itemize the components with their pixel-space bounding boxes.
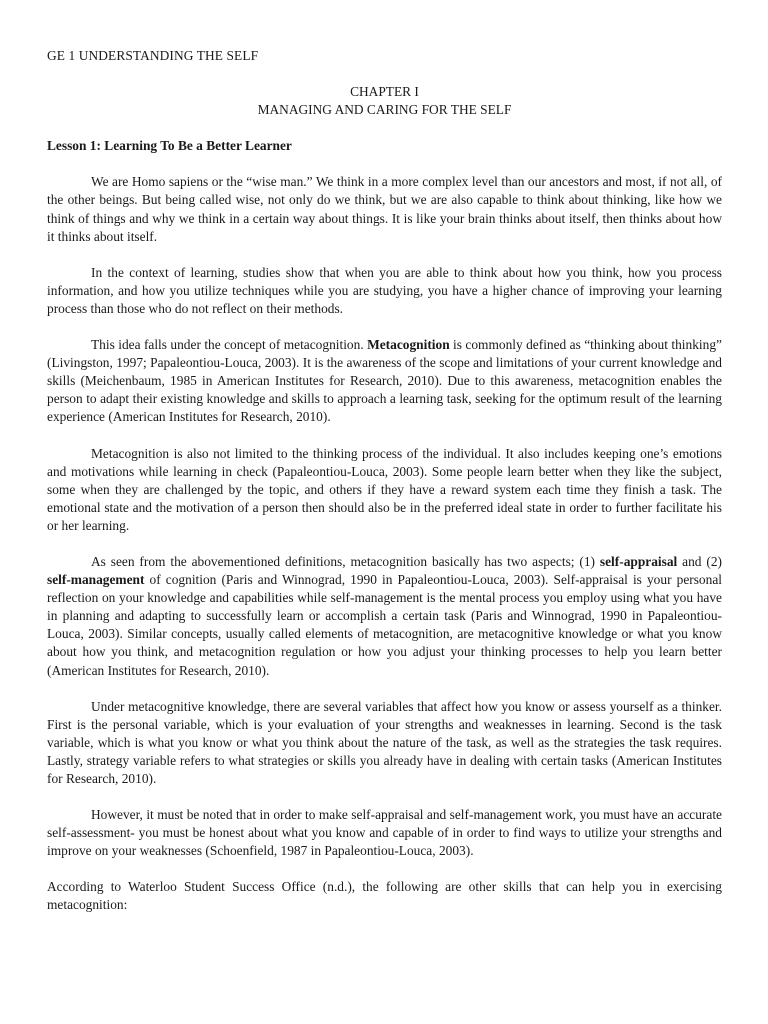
chapter-title: MANAGING AND CARING FOR THE SELF xyxy=(257,102,512,118)
paragraph-metacognitive-knowledge: Under metacognitive knowledge, there are several variables that affect how you know or assess yourself as a thinker. First is the personal variable, which is your evaluation of your strengths and weaknesses in learning. Second is the task variable, which is what you know or what you think about the nature of the task, as well as the strategies the task requires. Lastly, strategy variable refers to what strategies or skills you already have in dealing with certain tasks (American Institutes for Research, 2010). xyxy=(47,698,722,786)
paragraph-metacognition-definition xyxy=(47,336,722,426)
term-self-appraisal: self-appraisal xyxy=(599,553,678,569)
text-run: As seen from the abovementioned definitions, metacognition basically has two aspects; (1) xyxy=(91,553,600,569)
text-run: is commonly defined as “thinking about thinking” (Livingston, 1997; Papaleontiou-Louca, 2003). It is the awareness of the scope and limitations of your current knowledge and skills (Meichenbaum, 1985 in American Institutes for Research, 2010). Due to this awareness, metacognition enables the person to adapt their existing knowledge and skills to approach a learning task, seeking for the optimum result of the learning experience (American Institutes for Research, 2010). xyxy=(47,337,722,425)
paragraph-homo-sapiens: We are Homo sapiens or the “wise man.” We think in a more complex level than our ancestors and most, if not all, of the other beings. But being called wise, not only do we think, but we are also capable to think about thinking, like how we think of things and why we think in a certain way about things. It is like your brain thinks about itself, then thinks about how it thinks about itself. xyxy=(47,174,722,244)
text-run: of cognition (Paris and Winnograd, 1990 in Papaleontiou-Louca, 2003). Self-appraisal is your personal reflection on your knowledge and capabilities while self-management is the mental process you employ using what you have in planning and adapting to successfully learn or accomplish a certain task (Paris and Winnograd, 1990 in Papaleontiou-Louca, 2003). Similar concepts, usually called elements of metacognition, are metacognitive knowledge or what you know about how you think, and metacognition regulation or how you adjust your thinking processes to help you learn better (American Institutes for Research, 2010). xyxy=(47,572,722,678)
paragraph-two-aspects xyxy=(47,553,722,680)
chapter-number: CHAPTER I xyxy=(350,84,419,100)
paragraph-emotions-motivation: Metacognition is also not limited to the thinking process of the individual. It also includes keeping one’s emotions and motivations while learning in check (Papaleontiou-Louca, 2003). Some people learn better when they like the subject, some when they are challenged by the topic, and others if they have a reward system each time they finish a task. The emotional state and the motivation of a person then should also be in the preferred ideal state in order to further facilitate his or her learning. xyxy=(47,445,722,533)
term-self-management: self-management xyxy=(47,572,145,588)
text-run: and (2) xyxy=(677,553,722,569)
chapter-heading xyxy=(47,83,722,119)
text-run: This idea falls under the concept of metacognition. xyxy=(91,337,368,353)
paragraph-waterloo-skills: According to Waterloo Student Success Office (n.d.), the following are other skills that can help you in exercising metacognition: xyxy=(47,879,722,913)
term-metacognition: Metacognition xyxy=(367,337,450,353)
paragraph-context-of-learning: In the context of learning, studies show that when you are able to think about how you think, how you process information, and how you utilize techniques while you are studying, you have a higher chance of improving your learning process than those who do not reflect on their methods. xyxy=(47,264,722,316)
course-header: GE 1 UNDERSTANDING THE SELF xyxy=(47,48,259,63)
paragraph-self-assessment: However, it must be noted that in order to make self-appraisal and self-management work, you must have an accurate self-assessment- you must be honest about what you know and capable of in order to find ways to utilize your strengths and improve on your weaknesses (Schoenfield, 1987 in Papaleontiou-Louca, 2003). xyxy=(47,807,722,859)
lesson-title: Lesson 1: Learning To Be a Better Learner xyxy=(47,138,292,154)
